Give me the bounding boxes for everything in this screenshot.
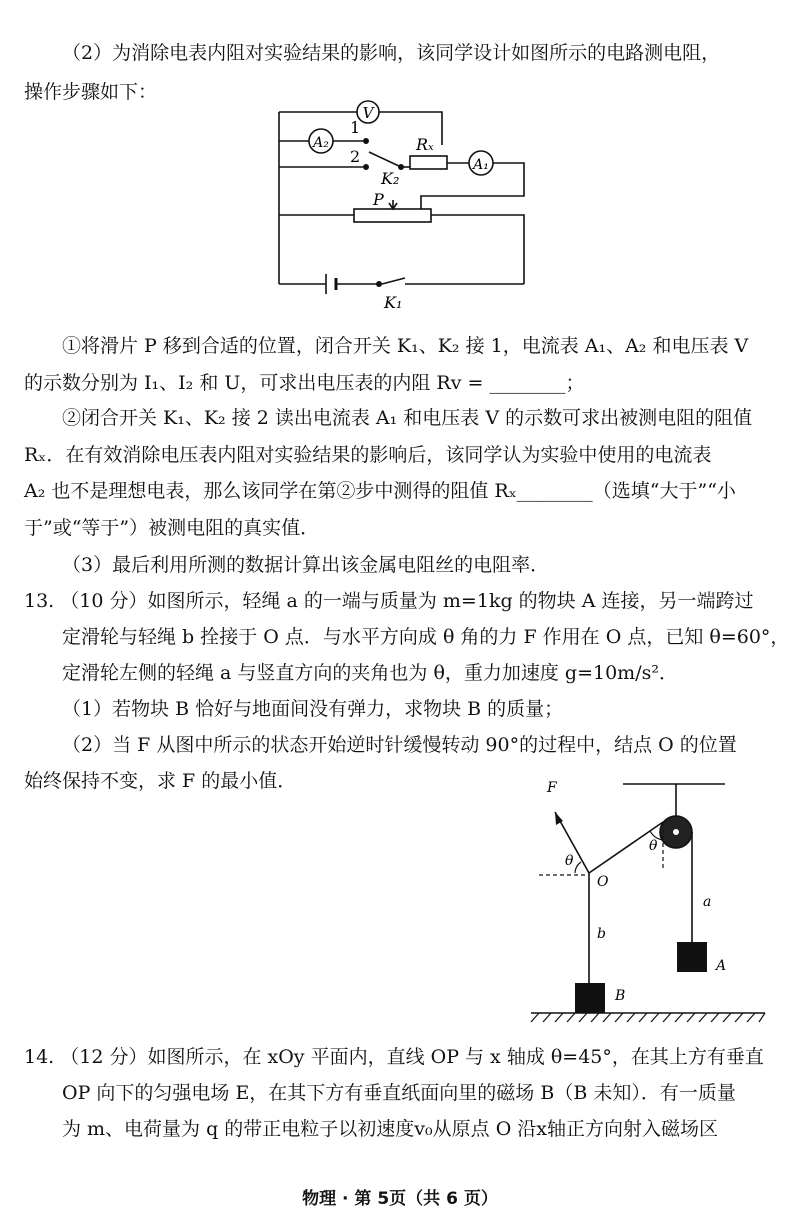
circuit-diagram (270, 92, 540, 314)
block-b (575, 983, 605, 1013)
q13-part2-line1: （2）当 F 从图中所示的状态开始逆时针缓慢转动 90°的过程中，结点 O 的位置 (62, 734, 737, 756)
ammeter-a1-label: A₁ (473, 157, 489, 173)
slider-arrow-icon (389, 200, 397, 209)
force-f-label: F (547, 780, 557, 796)
theta-right-label: θ (649, 838, 658, 854)
q13-part2-line2: 始终保持不变，求 F 的最小值． (24, 770, 297, 792)
q12-step1-line2: 的示数分别为 I₁、I₂ 和 U，可求出电压表的内阻 Rv = ________； (24, 372, 585, 394)
q12-step2-line4: 于”或“等于”）被测电阻的真实值． (24, 517, 320, 539)
q14-line2: OP 向下的匀强电场 E，在其下方有垂直纸面向里的磁场 B（B 未知）．有一质量 (62, 1082, 736, 1104)
ammeter-a2-label: A₂ (313, 135, 329, 151)
pulley-figure (525, 770, 785, 1030)
q13-line1: 13. （10 分）如图所示，轻绳 a 的一端与质量为 m=1kg 的物块 A 连接，另一端跨过 (24, 590, 754, 612)
node-o-label: O (597, 874, 609, 890)
q13-line3: 定滑轮左侧的轻绳 a 与竖直方向的夹角也为 θ，重力加速度 g=10m/s²． (62, 662, 678, 684)
resistor-rx-label: Rₓ (416, 135, 434, 154)
q12-part2-intro-cont: 操作步骤如下： (24, 81, 158, 103)
block-a-label: A (716, 958, 727, 974)
q12-step2-line2: Rₓ．在有效消除电压表内阻对实验结果的影响后，该同学认为实验中使用的电流表 (24, 444, 712, 466)
block-b-label: B (615, 988, 626, 1004)
q12-part3: （3）最后利用所测的数据计算出该金属电阻丝的电阻率． (62, 554, 550, 576)
rope-a-label: a (703, 894, 712, 910)
q14-line3: 为 m、电荷量为 q 的带正电粒子以初速度v₀从原点 O 沿x轴正方向射入磁场区 (62, 1118, 719, 1140)
q13-part1: （1）若物块 B 恰好与地面间没有弹力，求物块 B 的质量； (62, 698, 564, 720)
rheostat-icon (354, 209, 431, 222)
q12-step2-line3: A₂ 也不是理想电表，那么该同学在第②步中测得的阻值 Rₓ________（选填“大于”“小 (24, 480, 736, 502)
theta-left-label: θ (565, 853, 574, 869)
slider-p-label: P (373, 190, 384, 209)
switch-k1-label: K₁ (384, 293, 403, 312)
contact-2-label: 2 (350, 147, 361, 166)
resistor-rx-icon (410, 156, 447, 169)
voltmeter-label: V (362, 104, 374, 122)
rope-b-label: b (597, 926, 606, 942)
q14-line1: 14. （12 分）如图所示，在 xOy 平面内，直线 OP 与 x 轴成 θ=45°，在其上方有垂直 (24, 1046, 764, 1068)
contact-1-label: 1 (350, 118, 361, 137)
q12-part2-intro: （2）为消除电表内阻对实验结果的影响，该同学设计如图所示的电路测电阻， (62, 42, 721, 64)
switch-k1-contact-icon (376, 281, 382, 287)
q12-step2-line1: ②闭合开关 K₁、K₂ 接 2 读出电流表 A₁ 和电压表 V 的示数可求出被测电阻的阻值 (62, 407, 753, 429)
contact-1-icon (363, 138, 369, 144)
contact-2-icon (363, 164, 369, 170)
switch-k2-label: K₂ (381, 169, 400, 188)
block-a (677, 942, 707, 972)
q13-line2: 定滑轮与轻绳 b 拴接于 O 点．与水平方向成 θ 角的力 F 作用在 O 点，已知 θ=60°， (62, 626, 790, 648)
q12-step1-line1: ①将滑片 P 移到合适的位置，闭合开关 K₁、K₂ 接 1，电流表 A₁、A₂ 和电压表 V (62, 335, 749, 357)
page-footer: 物理 · 第 5页（共 6 页） (302, 1189, 498, 1209)
